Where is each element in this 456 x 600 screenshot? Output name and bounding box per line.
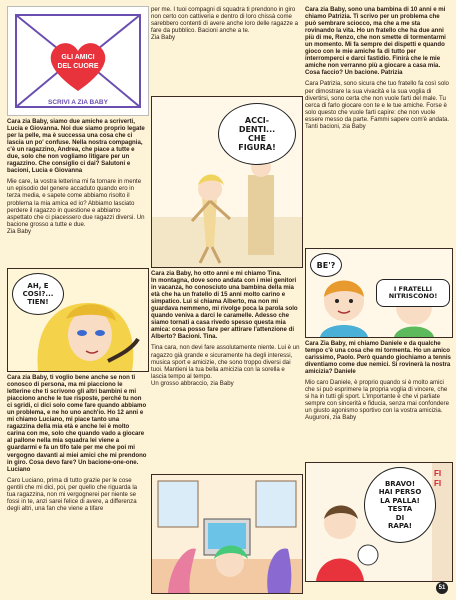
speech-bubble-tieni: AH, E COSÌ?... TIEN! bbox=[12, 273, 64, 315]
column-2-middle bbox=[151, 270, 301, 391]
reply-tina: Tina cara, non devi fare assolutamente niente. Lui è un ragazzo già grande e sicuramente ha degli interessi, musica sport e amicizie, che sono troppo diversi dai tuoi. Mantieni la tua bella amicizia con la sorella e lascia tempo al tempo. Un grosso abbraccio, zia Baby bbox=[151, 344, 300, 387]
logo-line1: GLI AMICI bbox=[61, 54, 95, 61]
column-1-top bbox=[7, 118, 147, 239]
speech-bubble-fratelli: I FRATELLI NITRISCONO! bbox=[376, 279, 450, 307]
speech-bubble-be: BE'? bbox=[310, 253, 342, 277]
reply-daniele: Mio caro Daniele, è proprio quando si è molto amici che si può esprimere la propria voglia di vincere, che si ha in tutti gli sport. L'importante è che vi parliate sempre con sincerità e fiducia, senza mai confondere un giusto agonismo sportivo con la vostra amicizia. Auguroni, zia Baby bbox=[305, 379, 449, 422]
column-logo bbox=[7, 6, 149, 116]
wall-graffiti: FI FI bbox=[434, 469, 442, 488]
logo-caption: SCRIVI A ZIA BABY bbox=[48, 99, 108, 106]
comic-panel-fratelli bbox=[305, 248, 453, 338]
reply-lucia-giovanna: Mie care, la vostra letterina mi fa tornare in mente un episodio del genere accaduto quando ero in terza media, e sapete come abbiamo risolto il problema la mia amica ed io? Abbiamo lasciato perdere il ragazzo in questione e abbiamo aspettato che ci piacessero due ragazzi diversi. Un bacione grosso a tutte e due. Zia Baby bbox=[7, 178, 145, 235]
comic-panel-testa-di-rapa bbox=[305, 462, 453, 582]
letter-luciano: Cara zia Baby, ti voglio bene anche se non ti conosco di persona, ma mi piacciono le letterine che ti scrivono gli altri bambini e mi piacciono anche le tue risposte, perché tu non ci sgridi, ci dici solo come fare quando abbiamo un problema, e ne ho uno anch'io. Ho 12 anni e mi chiamo Luciano, mi piace tanto una ragazzina della mia età e anche lei è molto carina con me, solo che quando vado a giocare al pallone nella mia squadra lei viene a guardarmi e fa un tifo tale per me che poi mi vergogno davanti ai miei amici che mi prendono in giro. Cosa devo fare? Un bacione-one-one. Luciano bbox=[7, 374, 147, 473]
page-number: 51 bbox=[436, 582, 448, 594]
comic-panel-accidenti bbox=[151, 96, 303, 268]
column-3-middle bbox=[305, 340, 451, 426]
column-2-top bbox=[151, 6, 301, 45]
letter-patrizia: Cara zia Baby, sono una bambina di 10 anni e mi chiamo Patrizia. Ti scrivo per un problema che può sembrare sciocco, ma che a me sta rovinando la vita. Ho un fratello che ha due anni più di me, Renzo, che non smette di tormentarmi un momento. Mi fa sempre dei dispetti e quando gioco con le mie amiche fa di tutto per interromperci e darci fastidio. Finirà che le mie amiche non verranno più a giocare a casa mia. Cosa faccio? Un bacione. Patrizia bbox=[305, 6, 446, 77]
reply-patrizia: Cara Patrizia, sono sicura che tuo fratello fa così solo per dimostrare la sua vivacità e la sua voglia di divertirsi, sono certa che non vuole farti del male. Tu cerca di farlo giocare con te e le tue amiche. Forse è solo questo che vuole farti capire: che non vuole essere messo da parte. Fammi sapere com'è andata. Tanti bacioni, zia Baby bbox=[305, 80, 450, 130]
comic-panel-computer bbox=[151, 474, 303, 594]
kids-computer-illustration-icon bbox=[152, 475, 302, 593]
logo-line2: DEL CUORE bbox=[57, 63, 99, 70]
speech-bubble-testa-di-rapa: BRAVO! HAI PERSO LA PALLA! TESTA DI RAPA! bbox=[364, 467, 436, 543]
column-3-top bbox=[305, 6, 451, 134]
comic-panel-girl bbox=[7, 268, 149, 372]
speech-bubble-accidenti: ACCI- DENTI... CHE FIGURA! bbox=[218, 103, 296, 165]
letter-tina: Cara zia Baby, ho otto anni e mi chiamo Tina. In montagna, dove sono andata con i miei genitori in vacanza, ho conosciuto una bambina della mia età che ha un fratello di 15 anni molto carino e simpatico. Lui si chiama Alberto, ma non mi guardava nemmeno, mi rivolge poca la parola solo quando veniva a darci le caramelle. Adesso che siamo tornati a casa rivedo spesso questa mia amica: cosa posso fare per attirare l'attenzione di Alberto? Bacioni. Tina. bbox=[151, 270, 298, 341]
letter-daniele: Cara Zia Baby, mi chiamo Daniele e da qualche tempo c'è una cosa che mi tormenta. Ho un amico carissimo, Paolo. Però quando giochiamo a tennis diventiamo come due nemici. Si rovinerà la nostra amicizia? Daniele bbox=[305, 340, 451, 376]
column-1-bottom bbox=[7, 374, 147, 516]
reply-luciano: Caro Luciano, prima di tutto grazie per le cose gentili che mi dici, poi, per quello che riguarda la tua ragazzina, non mi vergognerei per niente se fossi in te, anzi sarei felice di avere, a differenza degli altri, una fan che viene a tifare bbox=[7, 476, 138, 512]
reply-luciano-continued: per me. I tuoi compagni di squadra ti prendono in giro non certo con cattiveria e dentro di loro chissà come sarebbero contenti di avere anche loro delle ragazze a fare da pubblico. Bacioni anche a te. Zia Baby bbox=[151, 6, 299, 42]
letter-lucia-giovanna: Cara zia Baby, siamo due amiche a scriverti, Lucia e Giovanna. Noi due siamo proprio legate per la pelle, ma è successa una cosa che ci lascia un po' confuse. Nella nostra compagnia, c'è un ragazzino, Andrea, che piace a tutte e due, solo che non vogliamo litigare per un ragazzino. Che consiglio ci dai? Salutoni e bacioni, Lucia e Giovanna bbox=[7, 118, 145, 175]
